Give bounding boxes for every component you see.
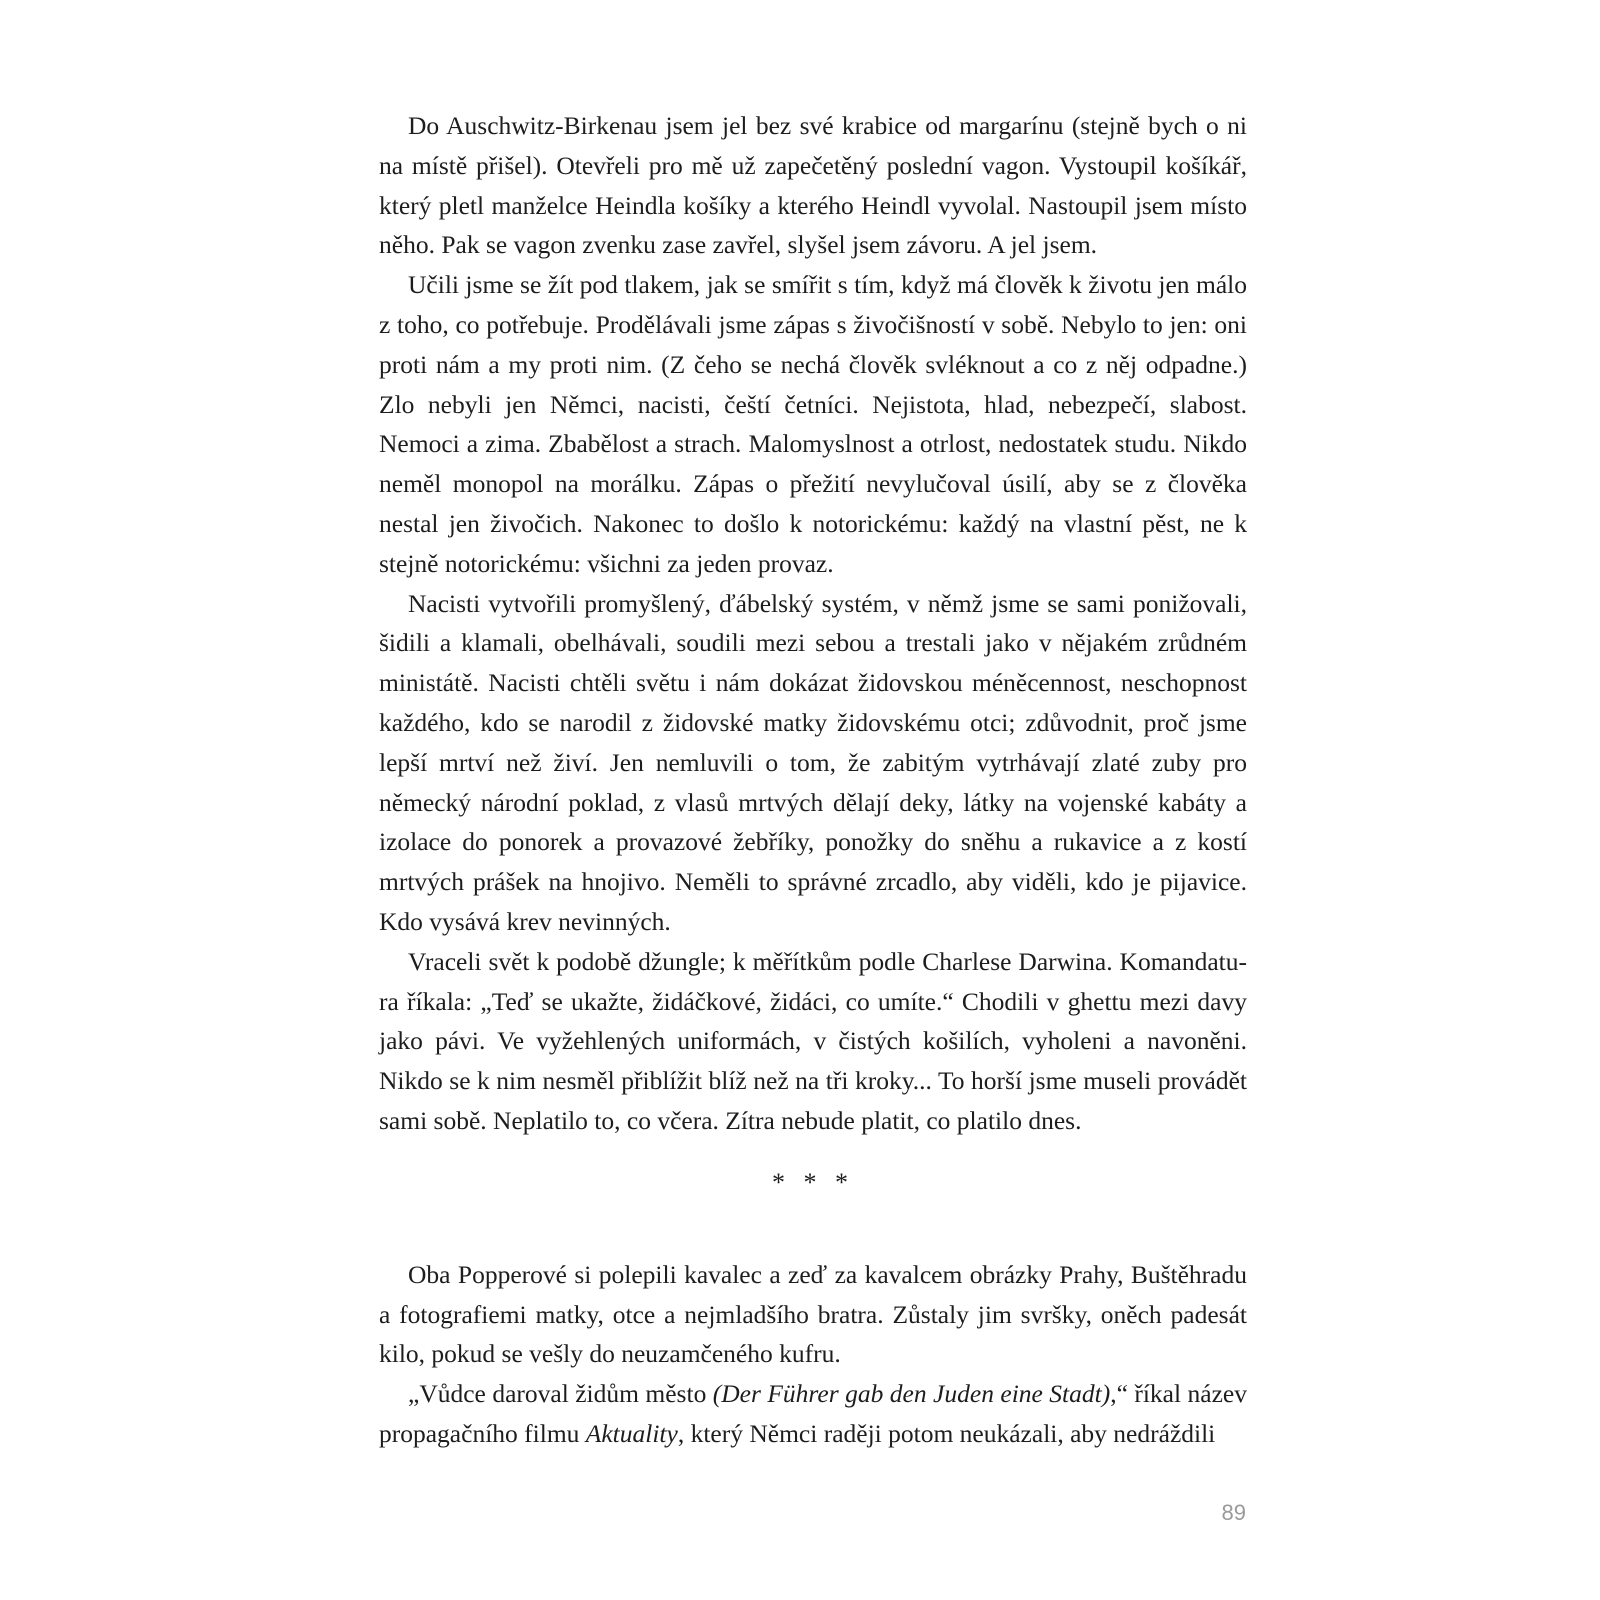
italic-film-name: Aktuality (585, 1418, 678, 1448)
paragraph: Nacisti vytvořili promyšlený, ďábelský systém, v němž jsme se sami ponižovali, šidili a klamali, obelhávali, soudili mezi sebou a trestali jako v nějakém zrůdném ministátě. Nacisti chtěli světu i nám dokázat židovskou méněcennost, neschopnost každého, kdo se narodil z židovské matky židovskému otci; zdůvodnit, proč jsme lepší mrtví než živí. Jen nemluvili o tom, že zabitým vytrhávají zlaté zuby pro německý národní poklad, z vlasů mrtvých dělají deky, látky na vojenské kabáty a izolace do ponorek a provazové žebříky, ponožky do sněhu a rukavice a z kostí mrtvých prášek na hnojivo. Neměli to správné zrcadlo, aby viděli, kdo je pijavice. Kdo vysává krev nevinných. (379, 588, 1247, 936)
text-span: „Vůdce daroval židům město (408, 1379, 713, 1409)
section-separator: * * * (772, 1167, 854, 1197)
paragraph (379, 1374, 1247, 1454)
body-text (379, 106, 1247, 1454)
paragraph: Vraceli svět k podobě džungle; k měřítkům podle Charlese Darwina. Komandatura říkala: „Teď se ukažte, židáčkové, židáci, co umíte.“ Chodili v ghettu mezi davy jako pávi. Ve vyžehlených uniformách, v čistých košilích, vyholeni a navoněni. Nikdo se k nim nesměl přiblížit blíž než na tři kroky... To horší jsme museli provádět sami sobě. Neplatilo to, co včera. Zítra nebude platit, co platilo dnes. (379, 946, 1247, 1135)
paragraph: Oba Popperové si polepili kavalec a zeď za kavalcem obrázky Prahy, Buštěhradu a fotografiemi matky, otce a nejmladšího bratra. Zůstaly jim svršky, oněch padesát kilo, pokud se vešly do neuzamčeného kufru. (379, 1259, 1247, 1369)
paragraph: Do Auschwitz-Birkenau jsem jel bez své krabice od margarínu (stejně bych o ni na místě přišel). Otevřeli pro mě už zapečetěný poslední vagon. Vystoupil košíkář, který pletl manželce Heindla košíky a kterého Heindl vyvolal. Nastoupil jsem místo něho. Pak se vagon zvenku zase zavřel, slyšel jsem závoru. A jel jsem. (379, 111, 1247, 260)
text-span: , který Němci raději potom neukázali, aby nedráždili (677, 1418, 1216, 1448)
italic-film-title: (Der Führer gab den Juden eine Stadt) (712, 1379, 1111, 1409)
text-span: ,“ říkal název propagačního filmu (379, 1379, 1247, 1448)
paragraph: Učili jsme se žít pod tlakem, jak se smířit s tím, když má člověk k životu jen málo z toho, co potřebuje. Prodělávali jsme zápas s živočišností v sobě. Nebylo to jen: oni proti nám a my proti nim. (Z čeho se nechá člověk svléknout a co z něj odpadne.) Zlo nebyli jen Němci, nacisti, čeští četníci. Nejistota, hlad, nebezpečí, slabost. Nemoci a zima. Zbabělost a strach. Malomyslnost a otrlost, nedostatek studu. Nikdo neměl monopol na morálku. Zápas o přežití nevylučoval úsilí, aby se z člověka nestal jen živočich. Nakonec to došlo k notorickému: každý na vlastní pěst, ne k stejně notorickému: všichni za jeden provaz. (379, 270, 1247, 578)
page-number: 89 (1221, 1500, 1246, 1525)
